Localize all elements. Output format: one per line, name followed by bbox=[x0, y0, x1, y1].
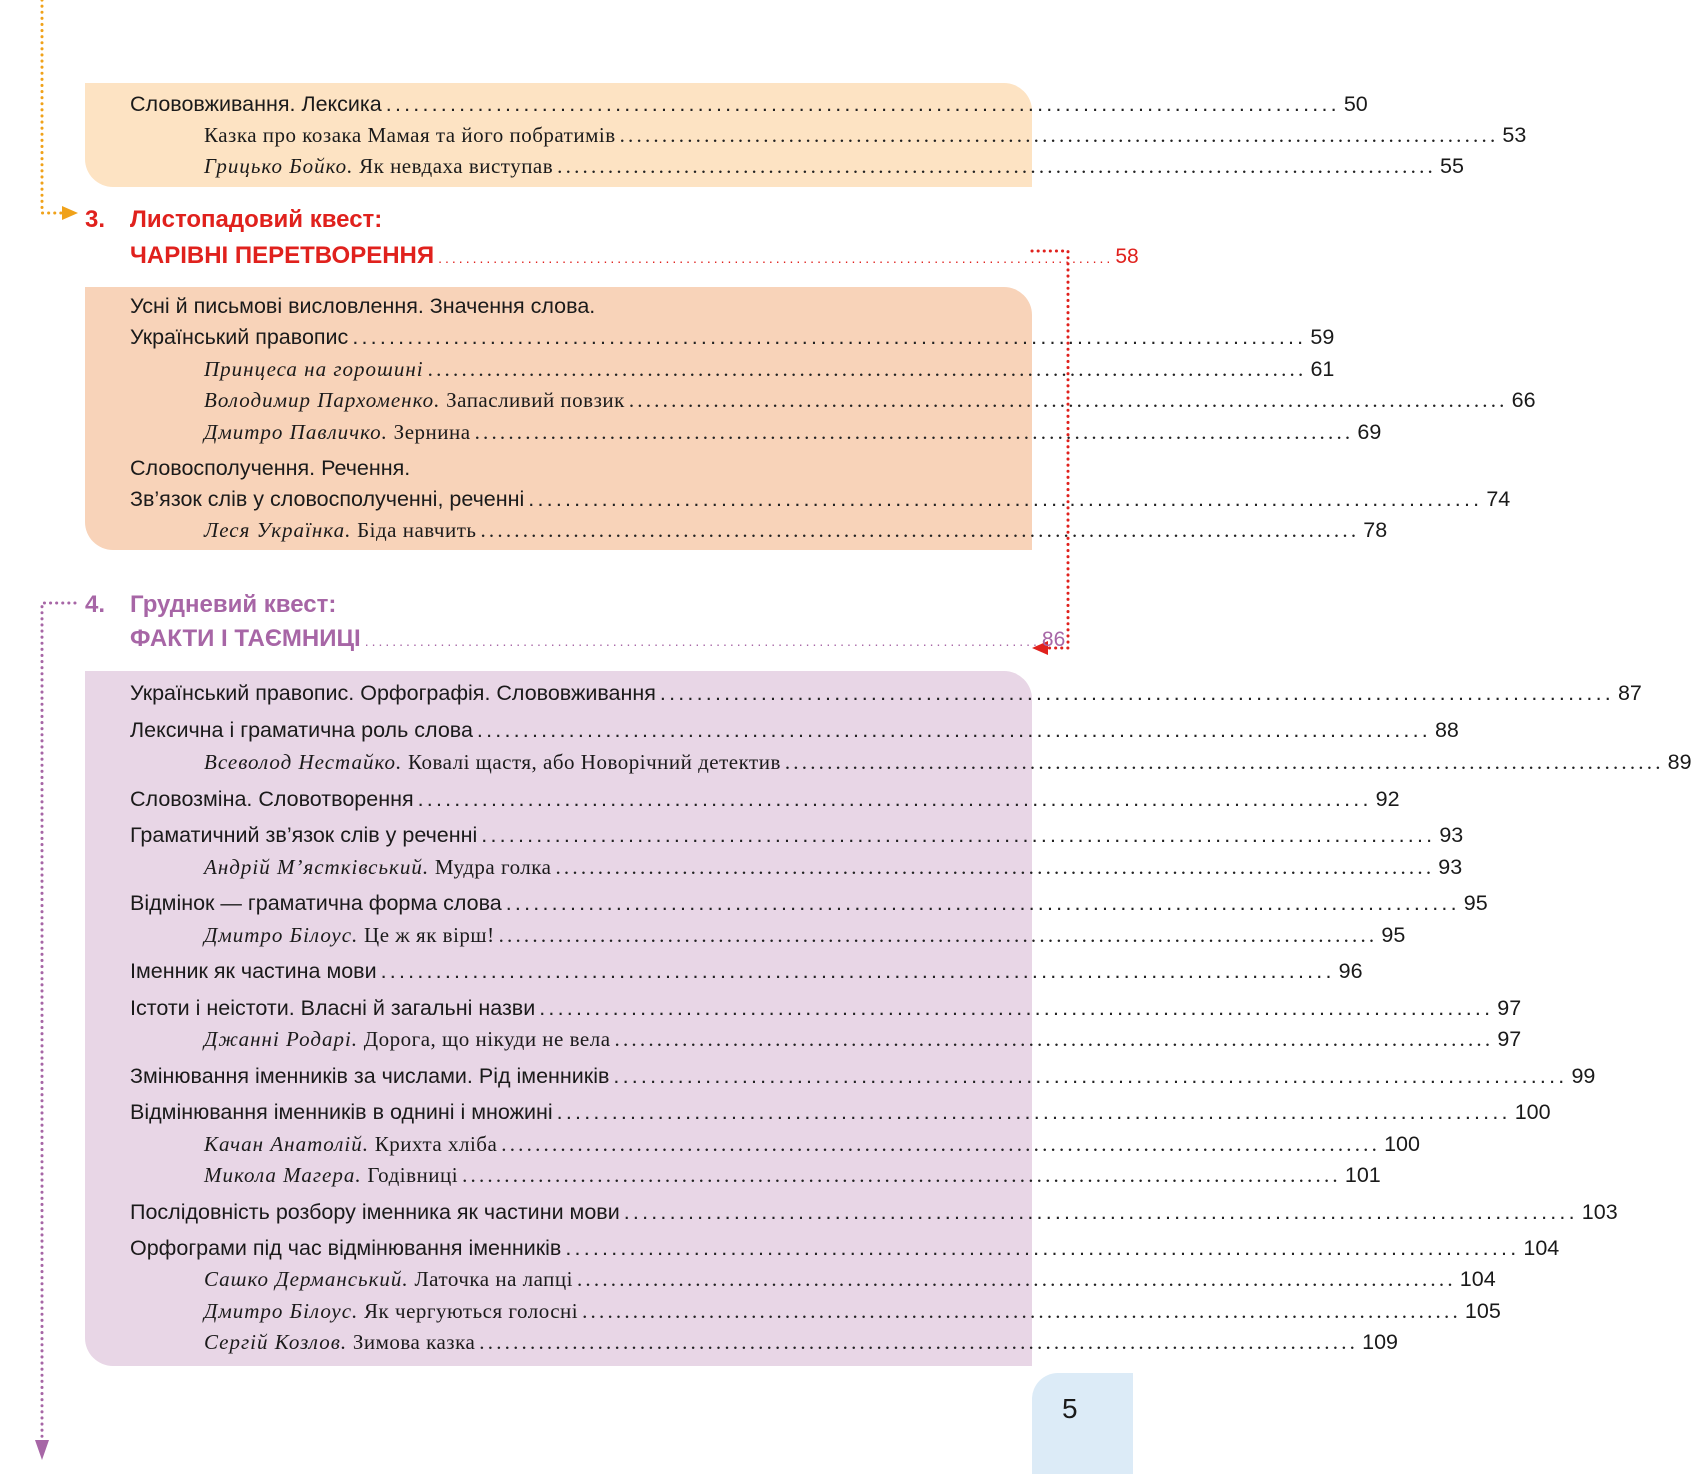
dot-leader: ........................................................................................................ bbox=[784, 750, 1664, 774]
toc-subentry[interactable] bbox=[204, 1297, 1501, 1325]
entry-title: Принцеса на горошині bbox=[204, 357, 424, 381]
toc-subentry[interactable] bbox=[204, 1130, 1420, 1158]
arrow-orange-head bbox=[62, 206, 78, 220]
entry-page: 69 bbox=[1357, 420, 1382, 444]
entry-title: Послідовність розбору іменника як частини мови bbox=[130, 1200, 620, 1224]
entry-author: Качан Анатолій. bbox=[204, 1132, 369, 1156]
dot-leader: ........................................................................................................ bbox=[417, 787, 1372, 811]
toc-entry[interactable] bbox=[130, 821, 1464, 849]
section-3-title-line1: Листопадовий квест: bbox=[130, 206, 383, 233]
dot-leader: ........................................................................................................ bbox=[380, 959, 1335, 983]
section-3-page: 58 bbox=[1115, 245, 1139, 268]
entry-page: 55 bbox=[1439, 154, 1464, 178]
entry-title: Дорога, що нікуди не вела bbox=[358, 1027, 611, 1051]
entry-author: Дмитро Павличко. bbox=[204, 420, 388, 444]
arrow-purple-head bbox=[35, 1440, 49, 1460]
toc-entry[interactable] bbox=[130, 994, 1522, 1022]
entry-title: Годівниці bbox=[361, 1163, 459, 1187]
toc-entry[interactable] bbox=[130, 1098, 1551, 1126]
section-4-number: 4. bbox=[85, 591, 106, 618]
dot-leader: .................................................................................................. bbox=[364, 633, 1040, 649]
toc-entry[interactable] bbox=[130, 716, 1459, 744]
entry-title: Зв’язок слів у словосполученні, реченні bbox=[130, 487, 525, 511]
dot-leader: ........................................................................................................ bbox=[474, 420, 1354, 444]
section-4-title-line1: Грудневий квест: bbox=[130, 591, 337, 618]
entry-title: Як чергуються голосні bbox=[358, 1299, 579, 1323]
section-3-title-line2: ЧАРІВНІ ПЕРЕТВОРЕННЯ bbox=[130, 242, 435, 269]
entry-author: Леся Українка. bbox=[204, 518, 352, 542]
toc-subentry[interactable] bbox=[204, 1328, 1398, 1356]
entry-title: Слововживання. Лексика bbox=[130, 92, 382, 116]
entry-page: 104 bbox=[1459, 1267, 1496, 1291]
page-number-tab bbox=[1032, 1373, 1133, 1474]
toc-subentry[interactable] bbox=[204, 921, 1406, 949]
entry-author: Дмитро Білоус. bbox=[204, 1299, 359, 1323]
dot-leader: ........................................................................................................ bbox=[476, 718, 1431, 742]
entry-title: Зернина bbox=[387, 420, 471, 444]
toc-subentry[interactable] bbox=[204, 1265, 1496, 1293]
entry-page: 93 bbox=[1438, 855, 1463, 879]
entry-page: 105 bbox=[1464, 1299, 1501, 1323]
dot-leader: ........................................................................................................ bbox=[352, 325, 1307, 349]
entry-title: Як невдаха виступав bbox=[353, 154, 554, 178]
entry-title: Відмінок — граматична форма слова bbox=[130, 891, 502, 915]
entry-page: 95 bbox=[1381, 923, 1406, 947]
entry-page: 103 bbox=[1581, 1200, 1618, 1224]
dot-leader: ........................................................................................................ bbox=[628, 388, 1508, 412]
entry-page: 96 bbox=[1338, 959, 1363, 983]
toc-entry[interactable] bbox=[130, 889, 1488, 917]
dot-leader: ........................................................................................................ bbox=[479, 1330, 1359, 1354]
toc-subentry[interactable] bbox=[204, 152, 1464, 180]
toc-entry[interactable] bbox=[130, 323, 1335, 351]
entry-page: 97 bbox=[1497, 996, 1522, 1020]
dot-leader: .................................................................................................. bbox=[438, 250, 1114, 266]
dot-leader: ........................................................................................................ bbox=[576, 1267, 1456, 1291]
entry-page: 66 bbox=[1511, 388, 1536, 412]
section-4-page: 86 bbox=[1041, 628, 1066, 651]
entry-page: 87 bbox=[1617, 681, 1642, 705]
entry-page: 78 bbox=[1363, 518, 1388, 542]
entry-page: 109 bbox=[1362, 1330, 1398, 1354]
entry-author: Джанні Родарі. bbox=[204, 1027, 359, 1051]
arrow-purple-path bbox=[42, 603, 75, 1440]
dot-leader: ........................................................................................................ bbox=[385, 92, 1340, 116]
entry-title: Граматичний зв’язок слів у реченні bbox=[130, 823, 478, 847]
toc-entry[interactable] bbox=[130, 1062, 1596, 1090]
dot-leader: ........................................................................................................ bbox=[539, 996, 1494, 1020]
entry-author: Сашко Дерманський. bbox=[204, 1267, 409, 1291]
section-4-title-line2: ФАКТИ І ТАЄМНИЦІ bbox=[130, 625, 361, 652]
entry-author: Всеволод Нестайко. bbox=[204, 750, 403, 774]
section-3-number: 3. bbox=[85, 206, 106, 233]
toc-subentry[interactable] bbox=[204, 1025, 1522, 1053]
dot-leader: ........................................................................................................ bbox=[623, 1200, 1578, 1224]
entry-page: 101 bbox=[1344, 1163, 1381, 1187]
entry-page: 59 bbox=[1310, 325, 1335, 349]
entry-page: 53 bbox=[1502, 123, 1527, 147]
toc-subentry[interactable] bbox=[204, 1161, 1381, 1189]
entry-page: 92 bbox=[1375, 787, 1400, 811]
entry-title: Український правопис. Орфографія. Слововживання bbox=[130, 681, 656, 705]
entry-title: Казка про козака Мамая та його побратимів bbox=[204, 123, 616, 147]
entry-title: Зимова казка bbox=[347, 1330, 476, 1354]
toc-entry[interactable] bbox=[130, 785, 1400, 813]
toc-entry[interactable] bbox=[130, 1234, 1560, 1262]
entry-title: Словозміна. Словотворення bbox=[130, 787, 414, 811]
dot-leader: ........................................................................................................ bbox=[556, 1100, 1511, 1124]
toc-subentry[interactable] bbox=[204, 355, 1335, 383]
dot-leader: ........................................................................................................ bbox=[501, 1132, 1381, 1156]
entry-page: 99 bbox=[1571, 1064, 1596, 1088]
dot-leader: ........................................................................................................ bbox=[498, 923, 1378, 947]
toc-subentry[interactable] bbox=[204, 386, 1536, 414]
toc-entry[interactable] bbox=[130, 485, 1511, 513]
entry-title: Лексична і граматична роль слова bbox=[130, 718, 473, 742]
entry-title: Відмінювання іменників в однині і множині bbox=[130, 1100, 553, 1124]
entry-title: Біда навчить bbox=[351, 518, 477, 542]
arrow-orange-path bbox=[42, 0, 62, 213]
dot-leader: ........................................................................................................ bbox=[582, 1299, 1461, 1323]
entry-title: Крихта хліба bbox=[368, 1132, 498, 1156]
entry-title: Ковалі щастя, або Новорічний детектив bbox=[402, 750, 781, 774]
dot-leader: ........................................................................................................ bbox=[619, 123, 1499, 147]
page-number: 5 bbox=[1062, 1393, 1078, 1424]
toc-entry[interactable] bbox=[130, 957, 1363, 985]
entry-page: 104 bbox=[1523, 1236, 1560, 1260]
entry-author: Володимир Пархоменко. bbox=[204, 388, 441, 412]
section-3-title-row[interactable] bbox=[130, 241, 1139, 273]
entry-page: 100 bbox=[1384, 1132, 1420, 1156]
entry-title: Орфограми під час відмінювання іменників bbox=[130, 1236, 562, 1260]
entry-author: Сергій Козлов. bbox=[204, 1330, 348, 1354]
entry-page: 100 bbox=[1514, 1100, 1551, 1124]
dot-leader: ........................................................................................................ bbox=[659, 681, 1614, 705]
dot-leader: ........................................................................................................ bbox=[427, 357, 1307, 381]
entry-page: 61 bbox=[1310, 357, 1335, 381]
entry-page: 95 bbox=[1463, 891, 1488, 915]
entry-title: Запасливий повзик bbox=[440, 388, 625, 412]
dot-leader: ........................................................................................................ bbox=[613, 1064, 1568, 1088]
toc-subentry[interactable] bbox=[204, 516, 1388, 544]
dot-leader: ........................................................................................................ bbox=[555, 855, 1435, 879]
entry-page: 50 bbox=[1343, 92, 1368, 116]
arrow-red-path bbox=[1032, 251, 1068, 648]
entry-page: 88 bbox=[1434, 718, 1459, 742]
toc-entry[interactable] bbox=[130, 90, 1368, 118]
toc-entry-line[interactable]: Усні й письмові висловлення. Значення слова. bbox=[130, 294, 596, 318]
dot-leader: ........................................................................................................ bbox=[614, 1027, 1494, 1051]
entry-author: Грицько Бойко. bbox=[204, 154, 354, 178]
dot-leader: ........................................................................................................ bbox=[480, 518, 1360, 542]
toc-entry[interactable] bbox=[130, 679, 1642, 707]
toc-subentry[interactable] bbox=[204, 748, 1692, 776]
entry-title: Це ж як вірш! bbox=[358, 923, 495, 947]
dot-leader: ........................................................................................................ bbox=[505, 891, 1460, 915]
entry-title: Український правопис bbox=[130, 325, 349, 349]
entry-author: Андрій М’ястківський. bbox=[204, 855, 430, 879]
entry-page: 74 bbox=[1486, 487, 1511, 511]
toc-subentry[interactable] bbox=[204, 853, 1463, 881]
entry-page: 93 bbox=[1439, 823, 1464, 847]
entry-author: Микола Магера. bbox=[204, 1163, 362, 1187]
dot-leader: ........................................................................................................ bbox=[557, 154, 1436, 178]
dot-leader: ........................................................................................................ bbox=[528, 487, 1483, 511]
entry-title: Істоти і неістоти. Власні й загальні назви bbox=[130, 996, 536, 1020]
dot-leader: ........................................................................................................ bbox=[481, 823, 1436, 847]
toc-entry[interactable] bbox=[130, 1198, 1618, 1226]
entry-title: Іменник як частина мови bbox=[130, 959, 377, 983]
dot-leader: ........................................................................................................ bbox=[565, 1236, 1520, 1260]
entry-title: Латочка на лапці bbox=[408, 1267, 573, 1291]
entry-page: 97 bbox=[1497, 1027, 1522, 1051]
entry-title: Змінювання іменників за числами. Рід іменників bbox=[130, 1064, 610, 1088]
entry-author: Дмитро Білоус. bbox=[204, 923, 359, 947]
dot-leader: ........................................................................................................ bbox=[462, 1163, 1341, 1187]
entry-page: 89 bbox=[1667, 750, 1692, 774]
toc-subentry[interactable] bbox=[204, 121, 1527, 149]
toc-subentry[interactable] bbox=[204, 418, 1382, 446]
toc-entry-line[interactable]: Словосполучення. Речення. bbox=[130, 456, 411, 480]
entry-title: Мудра голка bbox=[429, 855, 552, 879]
section-4-title-row[interactable] bbox=[130, 624, 1066, 656]
